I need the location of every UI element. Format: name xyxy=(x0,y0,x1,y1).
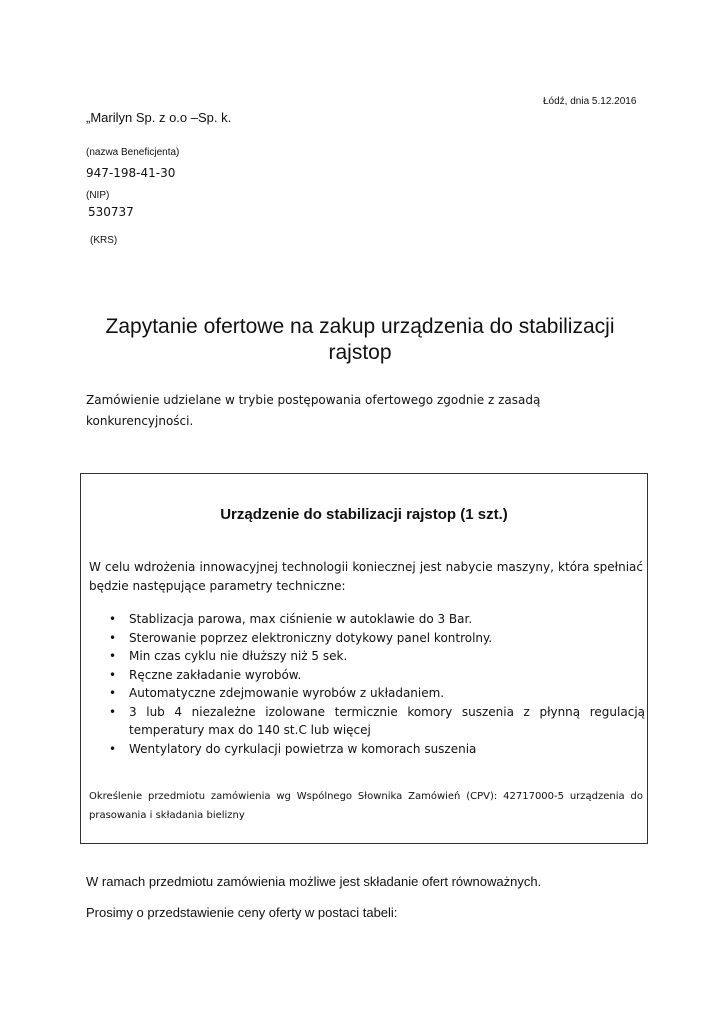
list-item: • 3 lub 4 niezależne izolowane termicznie komory suszenia z płynną regulacją temperatury max do 140 st.C lub więcej xyxy=(109,704,645,737)
list-item: • Ręczne zakładanie wyrobów. xyxy=(109,666,645,685)
specification-description: W celu wdrożenia innowacyjnej technologii koniecznej jest nabycie maszyny, która spełniać będzie następujące parametry techniczne: xyxy=(89,560,643,593)
document-title: Zapytanie ofertowe na zakup urządzenia do stabilizacji rajstop xyxy=(105,315,615,364)
specification-box xyxy=(80,473,648,844)
nip-label: (NIP) xyxy=(86,190,110,201)
nip-value: 947-198-41-30 xyxy=(86,166,176,180)
list-item: • Wentylatory do cyrkulacji powietrza w komorach suszenia xyxy=(109,740,645,759)
requirements-list xyxy=(109,610,645,758)
bullet-icon: • xyxy=(109,630,117,645)
bullet-icon: • xyxy=(109,741,117,756)
bullet-icon: • xyxy=(109,649,117,663)
intro-paragraph: Zamówienie udzielane w trybie postępowania ofertowego zgodnie z zasadą konkurencyjności. xyxy=(86,393,541,428)
bullet-icon: • xyxy=(109,686,117,700)
krs-label: (KRS) xyxy=(90,235,118,246)
list-item: • Sterowanie poprzez elektroniczny dotykowy panel kontrolny. xyxy=(109,629,645,648)
equivalent-offers-note: W ramach przedmiotu zamówienia możliwe jest składanie ofert równoważnych. xyxy=(86,874,542,889)
list-item: • Min czas cyklu nie dłuższy niż 5 sek. xyxy=(109,647,645,666)
document-date: Łódź, dnia 5.12.2016 xyxy=(543,96,637,107)
bullet-icon: • xyxy=(109,667,117,682)
list-item: • Automatyczne zdejmowanie wyrobów z układaniem. xyxy=(109,684,645,703)
cpv-classification: Określenie przedmiotu zamówienia wg Wspólnego Słownika Zamówień (CPV): 42717000-5 urządzenia do prasowania i składania bielizny xyxy=(89,791,643,821)
krs-value: 530737 xyxy=(88,205,134,219)
bullet-icon: • xyxy=(109,612,117,626)
beneficiary-name: „Marilyn Sp. z o.o –Sp. k. xyxy=(86,110,232,125)
list-item: • Stablizacja parowa, max ciśnienie w autoklawie do 3 Bar. xyxy=(109,610,645,629)
specification-heading: Urządzenie do stabilizacji rajstop (1 szt.) xyxy=(220,506,508,523)
price-table-request: Prosimy o przedstawienie ceny oferty w postaci tabeli: xyxy=(86,905,398,920)
bullet-icon: • xyxy=(109,704,117,719)
beneficiary-label: (nazwa Beneficjenta) xyxy=(86,147,180,158)
